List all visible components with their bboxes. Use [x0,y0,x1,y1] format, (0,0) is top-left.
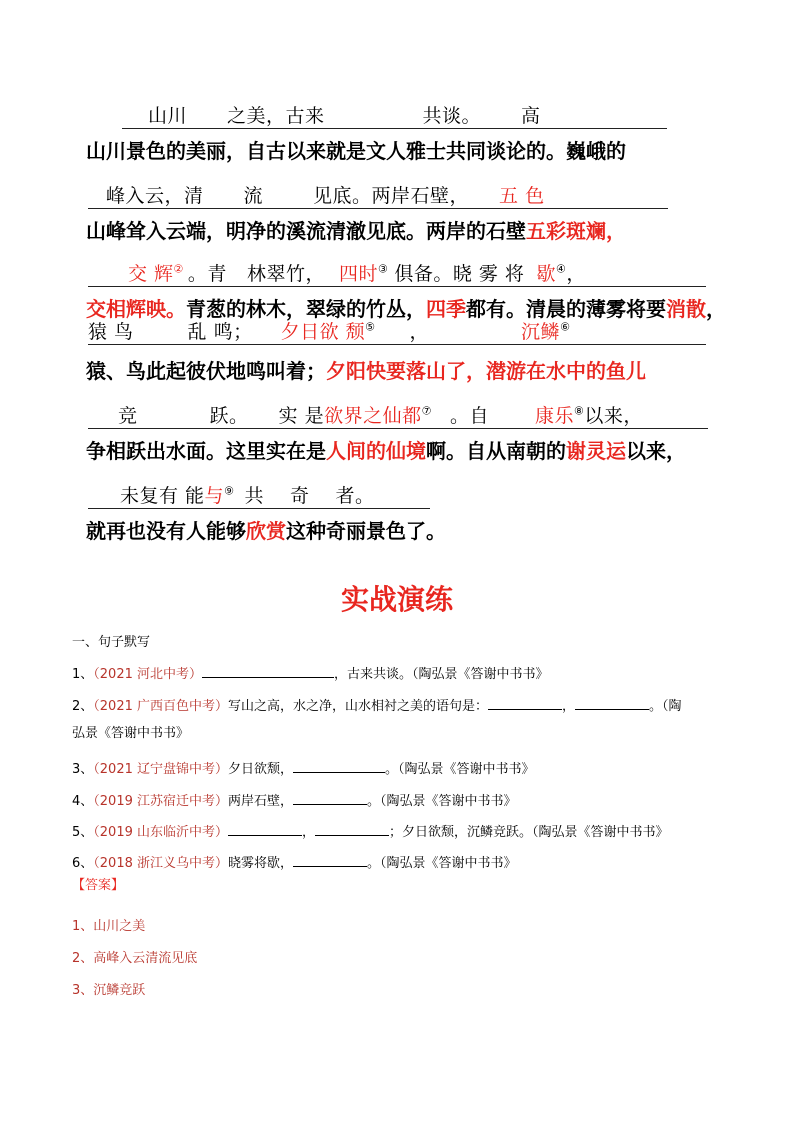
section-title: 实战演练 [340,583,453,616]
original-text: 俱备。晓 雾 将 [394,263,525,285]
translation-text: 啊。自从南朝的 [426,439,566,463]
answer-blank[interactable] [488,696,562,710]
original-text: 之美，古来 [227,105,325,127]
question-text: 。（陶弘景《答谢中书书》 [385,762,535,777]
footnote-marker: ③ [377,262,389,276]
question-line [72,822,669,842]
translation-text: 欣赏 [246,519,286,543]
original-text: 高 [521,105,541,127]
footnote-marker: ⑥ [560,320,571,334]
original-line [88,404,708,429]
translation-text: 就再也没有人能够 [86,519,246,543]
footnote-marker: ⑨ [224,484,235,498]
original-line [88,484,430,509]
question-number: 2、 [72,699,94,714]
original-text: 欲界之仙都 [324,405,422,427]
footnote-marker: ⑦ [421,404,432,418]
translation-line [86,358,646,384]
original-line [88,320,706,345]
original-text: 四时 [338,263,378,285]
question-number: 4、 [72,794,94,809]
original-line [122,104,667,129]
translation-text: 山川景色的美丽，自古以来就是文人雅士共同谈论的。巍峨的 [86,139,626,163]
original-text: 山川 [148,105,188,127]
translation-text: 以来， [626,439,686,463]
question-text: 。（陶弘景《答谢中书书》 [367,856,517,871]
question-text: 夕日欲颓， [228,762,294,777]
translation-text: ， [706,297,726,321]
original-text: 实 是 [278,405,325,427]
original-text: 鳞 [540,321,561,343]
question-text: 弘景《答谢中书书》 [72,726,190,741]
original-text: 奇 [289,485,310,507]
original-text: ， [409,321,430,343]
exercise-heading: 一、句子默写 [72,635,151,650]
original-text: 流 [243,185,264,207]
question-text: 。（陶 [649,699,682,714]
translation-text: 争相跃出水面。这里实在是 [86,439,326,463]
original-text: 林翠竹， [246,263,325,285]
original-text: 竞 [118,405,138,427]
answer-1: 1、山川之美 [72,919,146,934]
question-number: 3、 [72,762,94,777]
original-text: 康乐 [534,405,574,427]
question-source: （2019 江苏宿迁中考） [93,794,228,809]
question-text: ， [302,825,316,840]
answer-blank[interactable] [202,664,334,678]
original-text: 猿 鸟 [88,321,134,343]
original-text: 乱 鸣； [187,321,253,343]
question-source: （2021 辽宁盘锦中考） [93,762,228,777]
original-text: 夕日欲 颓 [280,321,366,343]
answer-blank[interactable] [315,822,389,836]
translation-text: 消散 [666,297,706,321]
translation-text: 五彩斑斓， [526,219,626,243]
question-line [72,664,549,684]
original-text: 以来， [584,405,643,427]
translation-text: 夕阳快要落山了，潜游在水中的鱼儿 [326,359,646,383]
question-text: 晓雾将歇， [228,856,294,871]
original-text: 跃。 [209,405,249,427]
question-line [72,791,517,811]
translation-line [86,518,446,544]
original-text: 与 [204,485,225,507]
translation-text: 山峰耸入云端，明净的溪流清澈见底。两岸的石壁 [86,219,526,243]
translation-line [86,438,686,464]
original-line [88,184,668,209]
answer-blank[interactable] [228,822,302,836]
question-text: 写山之高，水之净，山水相衬之美的语句是： [228,699,489,714]
question-line [72,759,535,779]
translation-line [86,138,626,164]
translation-line [86,218,626,244]
question-text: 。（陶弘景《答谢中书书》 [367,794,517,809]
footnote-marker: ④ [555,262,567,276]
translation-text: 都有。清晨的薄雾将要 [466,297,666,321]
original-text: 五 色 [499,185,545,207]
translation-text: 猿、鸟此起彼伏地鸣叫着； [86,359,326,383]
original-text: 者。 [335,485,375,507]
translation-text: 四季 [426,297,466,321]
answer-label: 【答案】 [72,878,125,893]
question-line [72,725,189,743]
original-text: 。青 [187,263,227,285]
question-text: ， [562,699,576,714]
original-text: 共谈。 [422,105,482,127]
translation-text: 这种奇丽景色了。 [286,519,446,543]
answer-3: 3、沉鳞竞跃 [72,983,146,998]
original-text: 未复有 能 [120,485,205,507]
question-line [72,696,682,716]
question-number: 1、 [72,667,94,682]
original-text: 见底。两岸石壁， [313,185,470,207]
footnote-marker: ⑤ [365,320,376,334]
answer-blank[interactable] [575,696,649,710]
footnote-marker: ⑧ [574,404,585,418]
question-line [72,853,517,873]
original-line [88,262,706,287]
translation-line [86,296,726,322]
question-text: ，古来共谈。（陶弘景《答谢中书书》 [334,667,549,682]
answer-blank[interactable] [293,759,385,773]
answer-2: 2、高峰入云清流见底 [72,951,198,966]
question-source: （2019 山东临沂中考） [93,825,228,840]
translation-text: 青葱的林木，翠绿的竹丛， [186,297,426,321]
question-source: （2021 河北中考） [93,667,202,682]
footnote-marker: ② [173,262,184,276]
answer-blank[interactable] [293,791,367,805]
question-source: （2021 广西百色中考） [93,699,228,714]
translation-text: 交相辉映。 [86,297,186,321]
answer-blank[interactable] [293,853,367,867]
original-text: 交 辉 [128,263,174,285]
question-number: 6、 [72,856,94,871]
translation-text: 谢灵运 [566,439,626,463]
original-text: 歇 [536,263,556,285]
question-text: 两岸石壁， [228,794,294,809]
translation-text: 人间的仙境 [326,439,426,463]
original-text: 峰入云，清 [106,185,204,207]
original-text: ， [566,263,586,285]
original-text: 沉 [521,321,541,343]
original-text: 共 [244,485,264,507]
original-text: 。自 [449,405,489,427]
question-source: （2018 浙江义乌中考） [93,856,228,871]
question-text: ；夕日欲颓，沉鳞竞跃。（陶弘景《答谢中书书》 [389,825,669,840]
question-number: 5、 [72,825,94,840]
